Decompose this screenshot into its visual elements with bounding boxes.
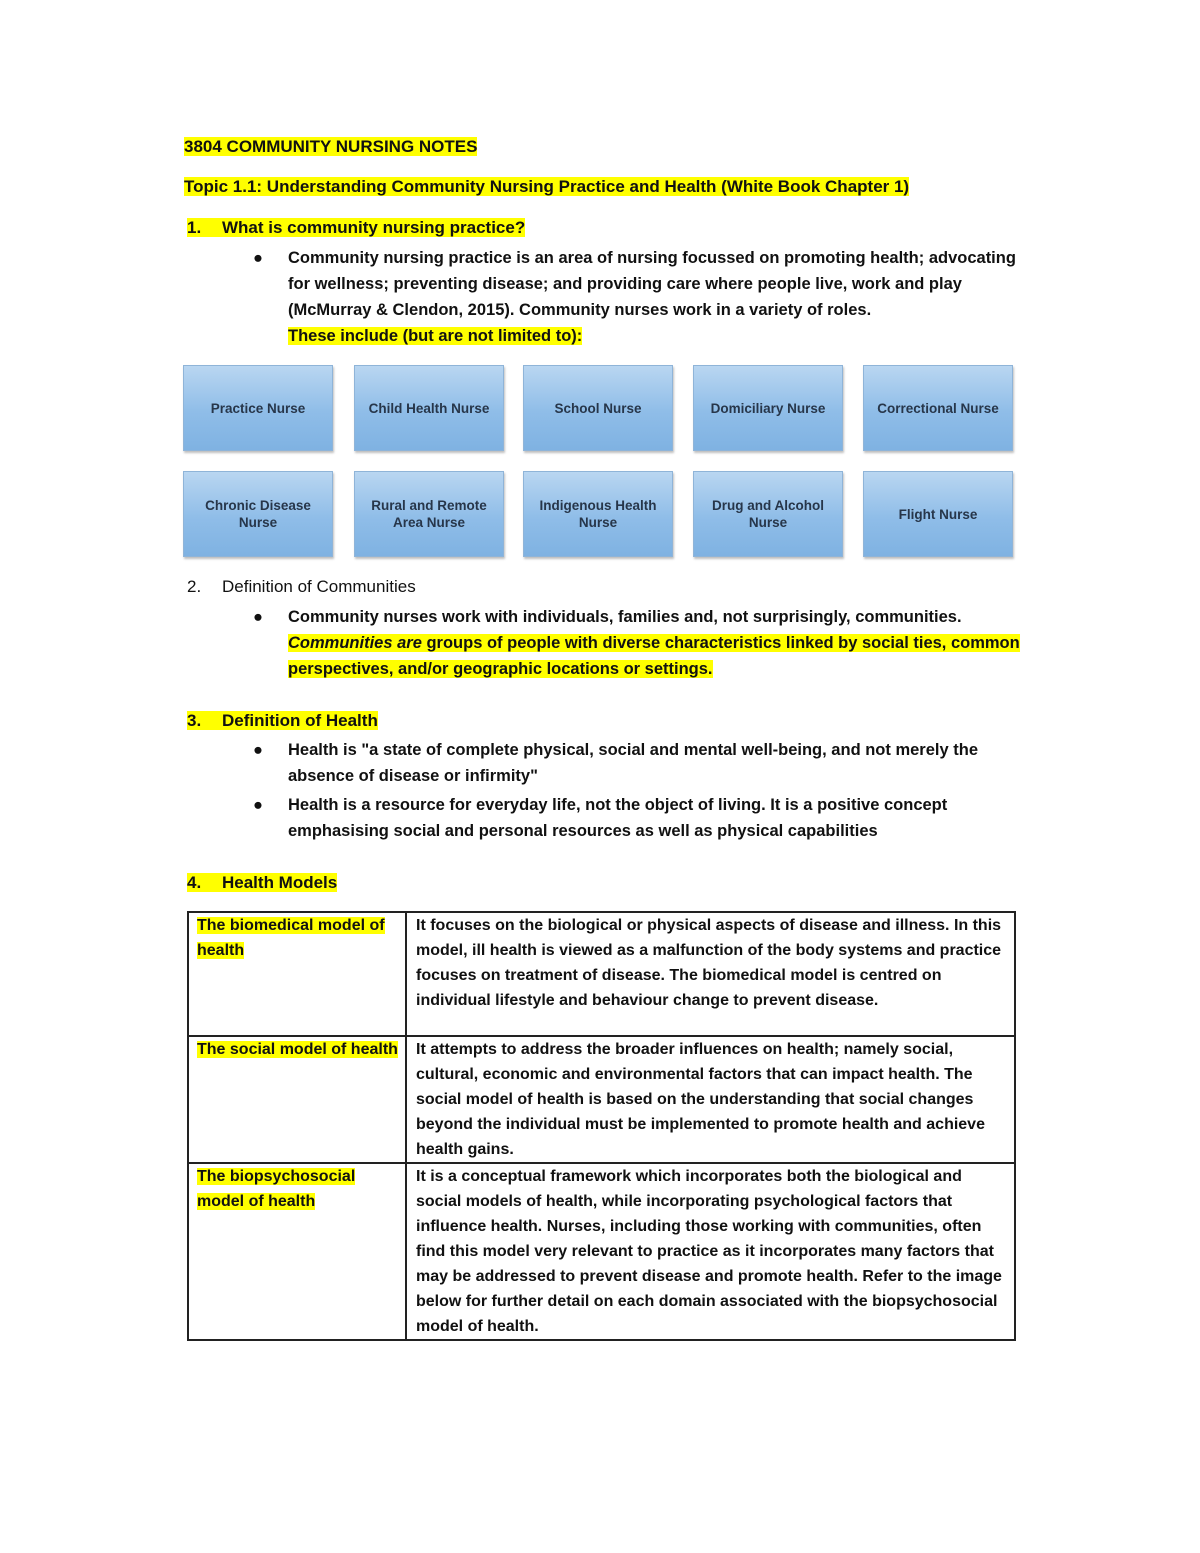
role-box: Correctional Nurse <box>863 365 1013 451</box>
section-4-heading: 4. Health Models <box>187 873 338 892</box>
role-box: School Nurse <box>523 365 673 451</box>
role-box: Chronic Disease Nurse <box>183 471 333 557</box>
bullet-icon: ● <box>253 249 263 267</box>
section-3-bullet-1: ● Health is "a state of complete physical, social and mental well-being, and not merely the absence of disease or infirmity" <box>253 737 1023 789</box>
bullet-icon: ● <box>253 796 263 814</box>
role-box: Flight Nurse <box>863 471 1013 557</box>
role-box: Rural and Remote Area Nurse <box>354 471 504 557</box>
role-box: Drug and Alcohol Nurse <box>693 471 843 557</box>
role-box: Practice Nurse <box>183 365 333 451</box>
section-2-heading: 2. Definition of Communities <box>187 577 416 596</box>
bullet-icon: ● <box>253 608 263 626</box>
bullet-icon: ● <box>253 741 263 759</box>
nurse-roles-diagram <box>183 365 1015 557</box>
model-name-cell: The social model of health <box>188 1036 406 1163</box>
section-1-bullet: ● Community nursing practice is an area of nursing focussed on promoting health; advocating for wellness; preventing disease; and providing care where people live, work and play (McMurray & Clendon, 2015). Community nurses work in a variety of roles. These include (but are not limited to): <box>253 245 1023 349</box>
model-description-cell: It attempts to address the broader influences on health; namely social, cultural, economic and environmental factors that can impact health. The social model of health is based on the understanding that social changes beyond the individual must be implemented to promote health and achieve health gains. <box>406 1036 1015 1163</box>
model-description-cell: It focuses on the biological or physical aspects of disease and illness. In this model, ill health is viewed as a malfunction of the body systems and practice focuses on treatment of disease. The biomedical model is centred on individual lifestyle and behaviour change to prevent disease. <box>406 912 1015 1036</box>
document-title: 3804 COMMUNITY NURSING NOTES <box>184 137 478 156</box>
health-models-table <box>187 911 1016 1341</box>
table-row <box>188 912 1015 1036</box>
model-name-cell: The biopsychosocial model of health <box>188 1163 406 1340</box>
role-box: Child Health Nurse <box>354 365 504 451</box>
role-box: Domiciliary Nurse <box>693 365 843 451</box>
section-1-heading: 1. What is community nursing practice? <box>187 218 526 237</box>
table-row <box>188 1036 1015 1163</box>
section-3-bullet-2: ● Health is a resource for everyday life, not the object of living. It is a positive concept emphasising social and personal resources as well as physical capabilities <box>253 792 1023 844</box>
table-row <box>188 1163 1015 1340</box>
role-box: Indigenous Health Nurse <box>523 471 673 557</box>
topic-title: Topic 1.1: Understanding Community Nursing Practice and Health (White Book Chapter 1) <box>184 177 910 196</box>
section-2-bullet: ● Community nurses work with individuals, families and, not surprisingly, communities. Communities are groups of people with diverse characteristics linked by social ties, common perspectives, and/or geographic locations or settings. <box>253 604 1023 682</box>
section-3-heading: 3. Definition of Health <box>187 711 378 730</box>
model-name-cell: The biomedical model of health <box>188 912 406 1036</box>
model-description-cell: It is a conceptual framework which incorporates both the biological and social models of health, while incorporating psychological factors that influence health. Nurses, including those working with communities, often find this model very relevant to practice as it incorporates many factors that may be addressed to prevent disease and promote health. Refer to the image below for further detail on each domain associated with the biopsychosocial model of health. <box>406 1163 1015 1340</box>
